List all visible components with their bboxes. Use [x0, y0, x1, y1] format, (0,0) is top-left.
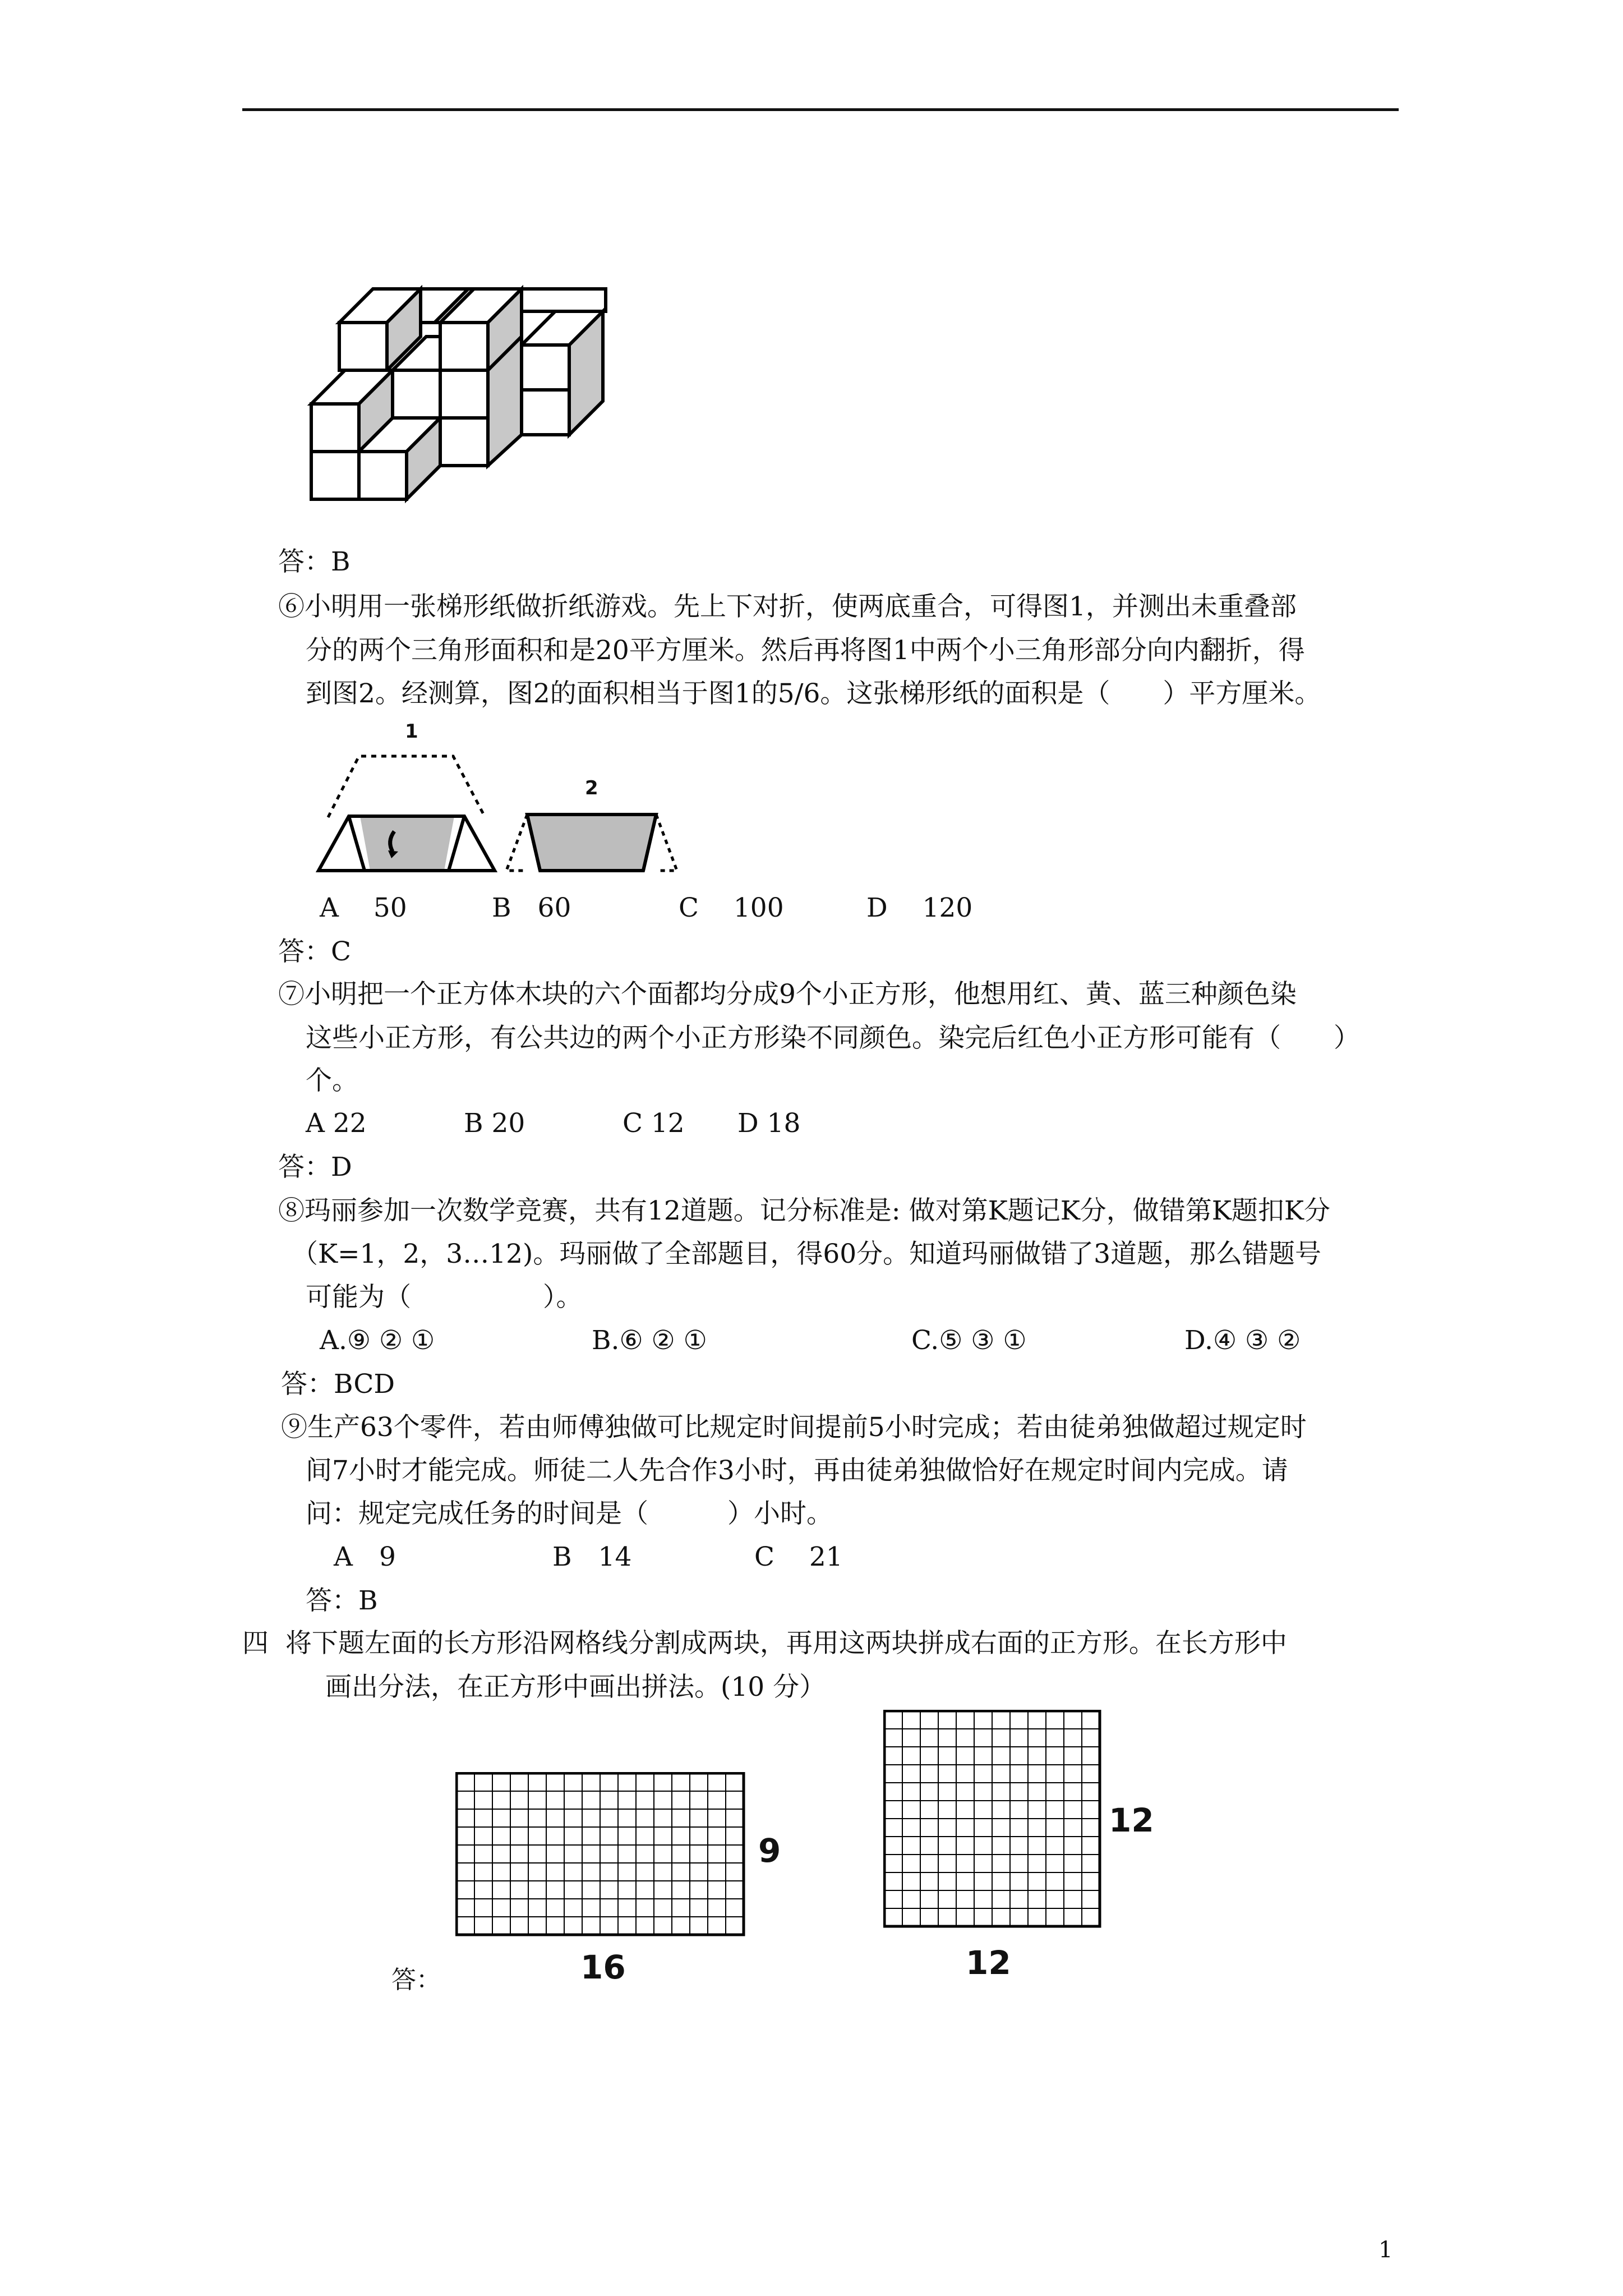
page-number: 1: [1378, 2237, 1393, 2263]
q8-line-3: 可能为（ ）。: [306, 1282, 583, 1313]
answer-8: 答：BCD: [281, 1369, 395, 1400]
q9-line-3: 问：规定完成任务的时间是（ ）小时。: [306, 1498, 833, 1529]
q7-option-c: C 12: [623, 1108, 685, 1139]
cube-stack-figure: [306, 255, 608, 513]
q6-line-2: 分的两个三角形面积和是20平方厘米。然后再将图1中两个小三角形部分向内翻折，得: [306, 635, 1305, 666]
answer-9: 答：B: [306, 1585, 378, 1616]
square-side-label: 12: [1109, 1801, 1154, 1839]
q7-option-b: B 20: [464, 1108, 525, 1139]
answer-6: 答：C: [278, 936, 351, 967]
q9-line-1: ⑨生产63个零件，若由师傅独做可比规定时间提前5小时完成；若由徒弟独做超过规定时: [281, 1412, 1307, 1443]
answer-5: 答：B: [278, 546, 351, 577]
answer-4: 答：: [391, 1966, 441, 1994]
q8-option-c: C.⑤ ③ ①: [911, 1325, 1027, 1356]
q6-option-c: C 100: [679, 892, 784, 923]
trapezoid-fold-figure-1: [314, 746, 505, 875]
fig2-label: 2: [585, 777, 598, 799]
q6-line-3: 到图2。经测算，图2的面积相当于图1的5/6。这张梯形纸的面积是（ ）平方厘米。: [306, 678, 1321, 709]
q6-option-b: B 60: [492, 892, 571, 923]
answer-7: 答：D: [278, 1152, 352, 1182]
q8-option-b: B.⑥ ② ①: [592, 1325, 707, 1356]
q7-line-2: 这些小正方形，有公共边的两个小正方形染不同颜色。染完后红色小正方形可能有（ ）: [306, 1023, 1360, 1053]
q7-option-a: A 22: [306, 1108, 367, 1139]
q7-option-d: D 18: [737, 1108, 801, 1139]
section4-line-1: 四 将下题左面的长方形沿网格线分割成两块，再用这两块拼成右面的正方形。在长方形中: [242, 1628, 1287, 1659]
q8-line-1: ⑧玛丽参加一次数学竞赛，共有12道题。记分标准是: 做对第K题记K分，做错第K题扣K分: [278, 1195, 1331, 1226]
q8-option-a: A.⑨ ② ①: [320, 1325, 435, 1356]
trapezoid-fold-figure-2: [502, 808, 687, 875]
q9-option-b: B 14: [552, 1542, 632, 1572]
q9-option-a: A 9: [334, 1542, 396, 1572]
q7-line-1: ⑦小明把一个正方体木块的六个面都均分成9个小正方形，他想用红、黄、蓝三种颜色染: [278, 979, 1297, 1010]
q8-option-d: D.④ ③ ②: [1184, 1325, 1301, 1356]
q8-line-2: （K=1，2，3…12)。玛丽做了全部题目，得60分。知道玛丽做错了3道题，那么错题号: [292, 1239, 1322, 1269]
q9-option-c: C 21: [754, 1542, 843, 1572]
q7-line-3: 个。: [306, 1065, 358, 1096]
fig1-label: 1: [405, 720, 418, 743]
q6-line-1: ⑥小明用一张梯形纸做折纸游戏。先上下对折，使两底重合，可得图1，并测出未重叠部: [278, 591, 1297, 622]
rect-width-label: 16: [580, 1948, 626, 1986]
rectangle-grid-16x9: [455, 1772, 748, 1939]
q9-line-2: 间7小时才能完成。师徒二人先合作3小时，再由徒弟独做恰好在规定时间内完成。请: [306, 1455, 1288, 1486]
section4-line-2: 画出分法，在正方形中画出拼法。(10 分）: [325, 1672, 826, 1703]
q6-option-d: D 120: [866, 892, 973, 923]
rect-height-label: 9: [758, 1832, 781, 1870]
header-rule: [242, 108, 1399, 111]
square-bottom-label: 12: [966, 1944, 1011, 1982]
q6-option-a: A 50: [320, 892, 407, 923]
square-grid-12x12: [883, 1710, 1104, 1931]
